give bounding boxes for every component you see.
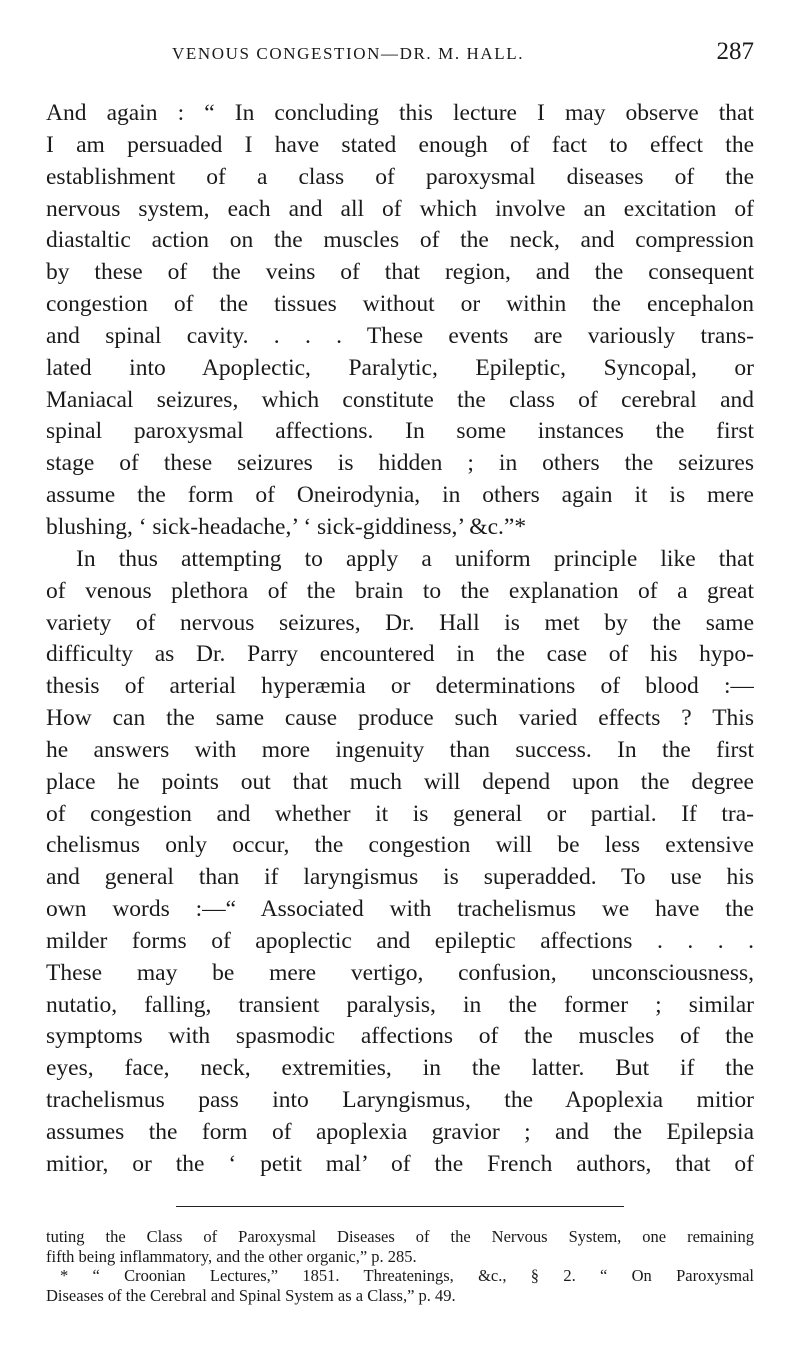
text-line: place he points out that much will depend upon the degree [46, 768, 754, 795]
text-line: chelismus only occur, the congestion will be less extensive [46, 832, 754, 859]
text-line: of congestion and whether it is general or partial. If tra- [46, 800, 754, 827]
text-line: In thus attempting to apply a uniform principle like that [76, 545, 754, 572]
text-line: he answers with more ingenuity than success. In the first [46, 736, 754, 763]
text-line: establishment of a class of paroxysmal diseases of the [46, 163, 754, 190]
text-line: These may be mere vertigo, confusion, unconsciousness, [46, 959, 754, 986]
text-line: milder forms of apoplectic and epileptic affections . . . . [46, 927, 754, 954]
text-line: eyes, face, neck, extremities, in the latter. But if the [46, 1055, 754, 1082]
text-line: nutatio, falling, transient paralysis, in the former ; similar [46, 991, 754, 1018]
page-number: 287 [716, 38, 754, 65]
text-line: by these of the veins of that region, and the consequent [46, 259, 754, 286]
footnote-line: Diseases of the Cerebral and Spinal System as a Class,” p. 49. [46, 1285, 456, 1305]
text-line: Maniacal seizures, which constitute the class of cerebral and [46, 386, 754, 413]
text-line: variety of nervous seizures, Dr. Hall is met by the same [46, 609, 754, 636]
text-line: I am persuaded I have stated enough of fact to effect the [46, 131, 754, 158]
running-title: VENOUS CONGESTION—DR. M. HALL. [172, 44, 525, 63]
text-line: And again : “ In concluding this lecture I may observe that [46, 100, 754, 126]
text-line: How can the same cause produce such varied effects ? This [46, 705, 754, 732]
text-line: difficulty as Dr. Parry encountered in the case of his hypo- [46, 641, 754, 668]
running-head [46, 38, 754, 70]
text-line: blushing, ‘ sick-headache,’ ‘ sick-giddiness,’ &c.”* [46, 513, 527, 540]
body-text [46, 98, 754, 1181]
footnotes [46, 1227, 754, 1305]
text-line: and spinal cavity. . . . These events are variously trans- [46, 322, 754, 349]
text-line: trachelismus pass into Laryngismus, the Apoplexia mitior [46, 1087, 754, 1114]
text-line: spinal paroxysmal affections. In some instances the first [46, 418, 754, 445]
text-line: mitior, or the ‘ petit mal’ of the French authors, that of [46, 1150, 754, 1177]
text-line: diastaltic action on the muscles of the neck, and compression [46, 227, 754, 254]
text-line: nervous system, each and all of which involve an excitation of [46, 195, 754, 222]
text-line: symptoms with spasmodic affections of the muscles of the [46, 1023, 754, 1050]
text-line: assume the form of Oneirodynia, in others again it is mere [46, 482, 754, 509]
footnote-line: * “ Croonian Lectures,” 1851. Threatenings, &c., § 2. “ On Paroxysmal [60, 1266, 754, 1285]
text-line: stage of these seizures is hidden ; in others the seizures [46, 450, 754, 477]
footnote-rule [176, 1206, 624, 1207]
text-line: assumes the form of apoplexia gravior ; and the Epilepsia [46, 1119, 754, 1145]
text-line: congestion of the tissues without or within the encephalon [46, 291, 754, 318]
text-line: thesis of arterial hyperæmia or determinations of blood :— [46, 673, 754, 700]
text-line: own words :—“ Associated with trachelismus we have the [46, 896, 754, 923]
text-line: of venous plethora of the brain to the explanation of a great [46, 577, 754, 604]
text-line: and general than if laryngismus is superadded. To use his [46, 864, 754, 891]
text-line: lated into Apoplectic, Paralytic, Epileptic, Syncopal, or [46, 354, 754, 381]
footnote-line: tuting the Class of Paroxysmal Diseases of the Nervous System, one remaining [46, 1227, 754, 1246]
footnote-line: fifth being inflammatory, and the other organic,” p. 285. [46, 1246, 417, 1266]
